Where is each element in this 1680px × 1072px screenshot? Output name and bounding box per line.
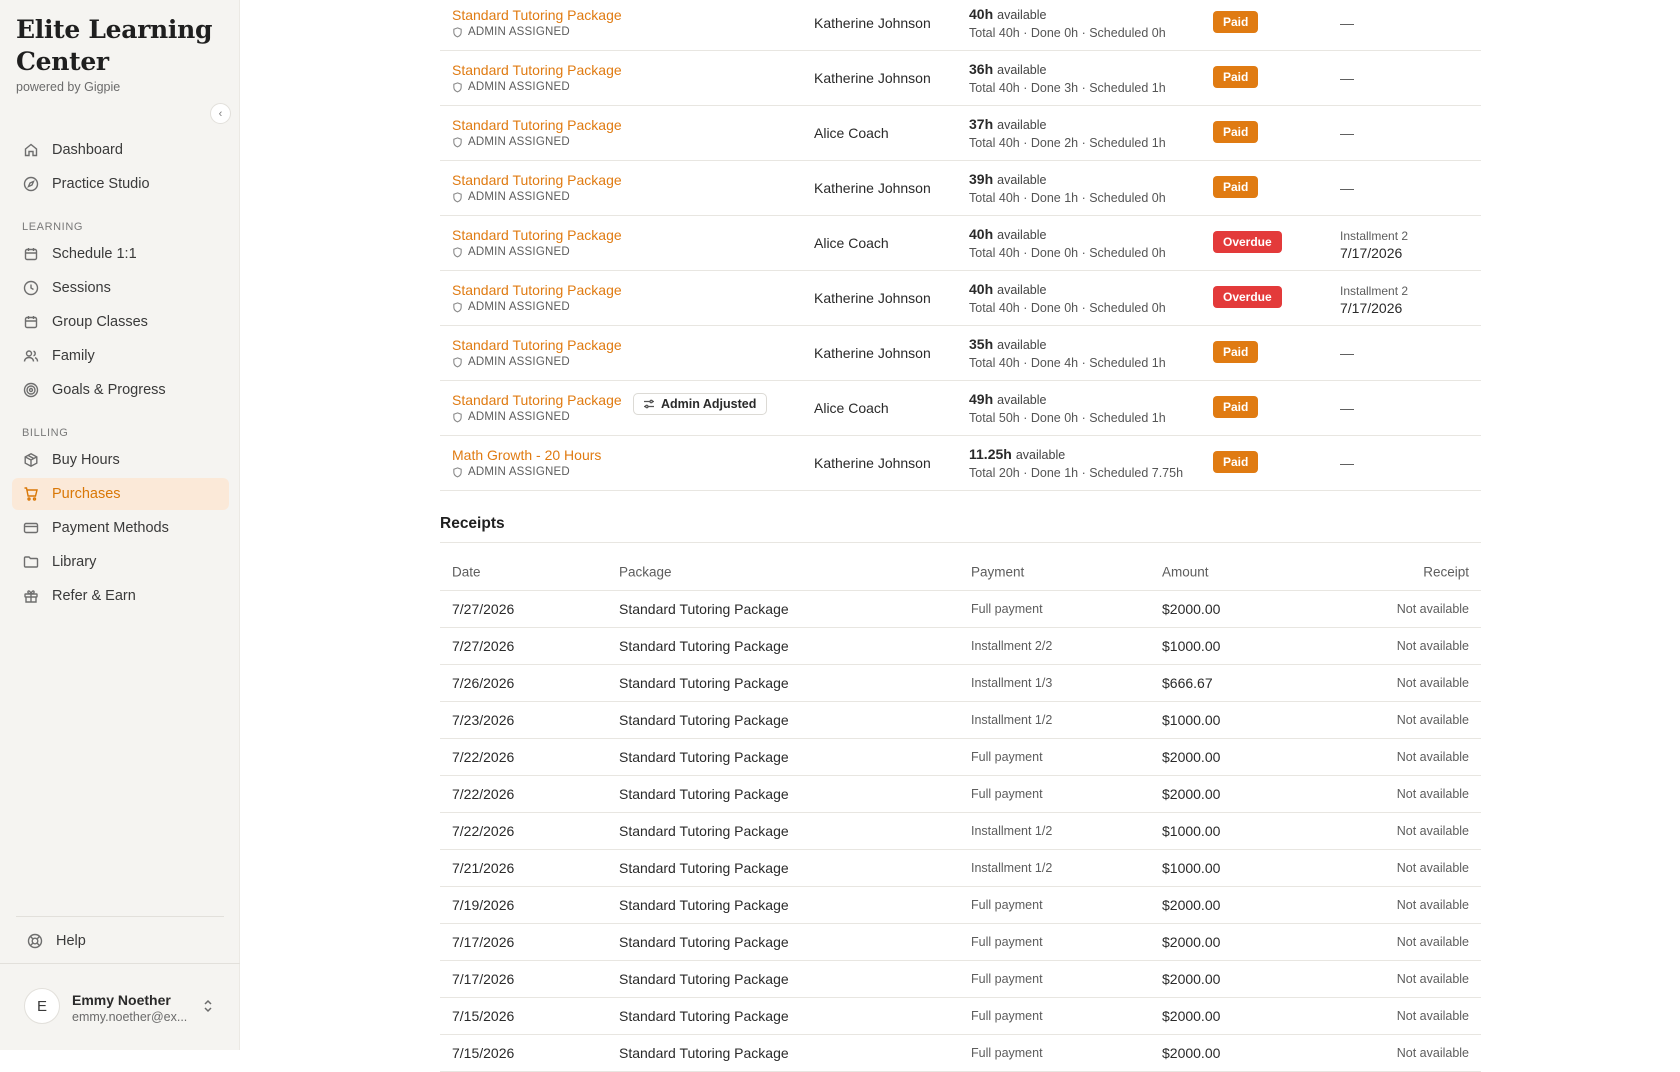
package-row [440,436,1481,491]
coach-name: Katherine Johnson [814,290,931,306]
status-badge: Paid [1213,121,1258,143]
receipt-payment-type: Full payment [971,602,1043,616]
admin-assigned-tag [452,301,570,313]
hours-available-label: available [997,338,1047,352]
shield-icon [452,357,463,368]
sidebar-item-payment-methods[interactable] [12,512,229,544]
status-badge: Overdue [1213,231,1282,253]
admin-assigned-tag [452,411,570,423]
column-header-date: Date [452,564,481,580]
hours-breakdown: Total 40h · Done 4h · Scheduled 1h [969,356,1166,370]
sidebar-item-label: Group Classes [52,314,148,330]
sidebar-item-label: Schedule 1:1 [52,246,137,262]
folder-icon [22,553,40,571]
receipt-package: Standard Tutoring Package [619,971,789,987]
package-name-link[interactable]: Standard Tutoring Package [452,227,622,243]
receipt-package: Standard Tutoring Package [619,712,789,728]
receipt-payment-type: Full payment [971,1009,1043,1023]
cart-icon [22,485,40,503]
coach-name: Alice Coach [814,125,889,141]
calendar-icon [22,245,40,263]
sidebar-item-label: Practice Studio [52,176,150,192]
status-badge: Paid [1213,451,1258,473]
hours-available-label: available [997,393,1047,407]
receipts-table [440,554,1481,1072]
sidebar-item-label: Dashboard [52,142,123,158]
assigned-label: ADMIN ASSIGNED [468,411,570,423]
receipt-row [440,739,1481,776]
sidebar-item-label: Payment Methods [52,520,169,536]
hours-available-value: 35h [969,336,994,352]
receipt-date: 7/22/2026 [452,786,515,802]
assigned-label: ADMIN ASSIGNED [468,466,570,478]
user-email: emmy.noether@ex... [72,1010,188,1024]
chevron-left-icon: ‹ [218,107,223,120]
receipt-date: 7/22/2026 [452,749,515,765]
receipt-status: Not available [1396,602,1469,616]
coach-name: Katherine Johnson [814,70,931,86]
package-name-link[interactable]: Standard Tutoring Package [452,62,622,78]
receipt-package: Standard Tutoring Package [619,749,789,765]
receipt-amount: $2000.00 [1162,934,1221,950]
package-name-link[interactable]: Standard Tutoring Package [452,172,622,188]
brand [16,14,216,94]
status-badge: Paid [1213,11,1258,33]
sidebar-item-label: Library [52,554,97,570]
receipt-row [440,776,1481,813]
package-row [440,161,1481,216]
status-badge: Paid [1213,176,1258,198]
receipt-amount: $2000.00 [1162,1008,1221,1024]
coach-name: Katherine Johnson [814,15,931,31]
home-icon [22,141,40,159]
receipt-status: Not available [1396,861,1469,875]
column-header-amount: Amount [1162,564,1209,580]
receipt-amount: $2000.00 [1162,1045,1221,1061]
receipt-package: Standard Tutoring Package [619,860,789,876]
admin-assigned-tag [452,356,570,368]
collapse-sidebar-button[interactable] [210,103,231,124]
sidebar-item-family[interactable] [12,340,229,372]
receipt-package: Standard Tutoring Package [619,1045,789,1061]
avatar: E [24,988,60,1024]
receipt-payment-type: Full payment [971,1046,1043,1060]
receipt-amount: $1000.00 [1162,823,1221,839]
receipt-date: 7/23/2026 [452,712,515,728]
lifebuoy-icon [26,932,44,950]
hours-available-label: available [997,283,1047,297]
receipt-payment-type: Full payment [971,898,1043,912]
hours-available [969,61,1046,77]
receipt-date: 7/26/2026 [452,675,515,691]
status-badge: Paid [1213,66,1258,88]
receipt-status: Not available [1396,639,1469,653]
receipt-status: Not available [1396,1009,1469,1023]
receipt-status: Not available [1396,676,1469,690]
admin-adjusted-chip [633,393,767,415]
installment-label: Installment 2 [1340,284,1409,298]
gift-icon [22,587,40,605]
installment-empty: — [1340,15,1354,31]
receipt-row [440,887,1481,924]
users-icon [22,347,40,365]
package-name-link[interactable]: Standard Tutoring Package [452,7,622,23]
hours-breakdown: Total 40h · Done 3h · Scheduled 1h [969,81,1166,95]
package-row [440,326,1481,381]
receipt-date: 7/27/2026 [452,601,515,617]
sidebar-item-label: Buy Hours [52,452,120,468]
receipt-row [440,628,1481,665]
installment-due-date: 7/17/2026 [1340,245,1403,261]
sidebar-item-label: Help [56,933,86,949]
chip-label: Admin Adjusted [661,397,757,411]
sidebar-item-label: Family [52,348,95,364]
hours-available-value: 39h [969,171,994,187]
admin-assigned-tag [452,466,570,478]
sliders-icon [643,398,655,410]
admin-assigned-tag [452,246,570,258]
receipt-row [440,998,1481,1035]
shield-icon [452,412,463,423]
hours-available [969,171,1046,187]
receipt-payment-type: Full payment [971,935,1043,949]
sidebar-item-refer-earn[interactable] [12,580,229,612]
hours-available-label: available [997,173,1047,187]
calendar-icon [22,313,40,331]
hours-available [969,281,1046,297]
hours-available [969,6,1046,22]
receipt-status: Not available [1396,750,1469,764]
hours-available [969,446,1065,462]
hours-breakdown: Total 40h · Done 1h · Scheduled 0h [969,191,1166,205]
hours-available-value: 37h [969,116,994,132]
package-name-link[interactable]: Math Growth - 20 Hours [452,447,602,463]
status-badge: Overdue [1213,286,1282,308]
package-name-link[interactable]: Standard Tutoring Package [452,392,622,408]
hours-available [969,391,1046,407]
credit-card-icon [22,519,40,537]
receipt-row [440,961,1481,998]
assigned-label: ADMIN ASSIGNED [468,301,570,313]
receipt-package: Standard Tutoring Package [619,823,789,839]
installment-empty: — [1340,70,1354,86]
package-name-link[interactable]: Standard Tutoring Package [452,117,622,133]
receipt-payment-type: Full payment [971,787,1043,801]
target-icon [22,381,40,399]
hours-available-label: available [997,228,1047,242]
hours-available-value: 40h [969,281,994,297]
nav-section-billing: BILLING [22,427,69,439]
brand-subtitle: powered by Gigpie [16,80,121,94]
receipt-date: 7/17/2026 [452,971,515,987]
hours-available-value: 40h [969,6,994,22]
coach-name: Katherine Johnson [814,345,931,361]
receipt-status: Not available [1396,787,1469,801]
column-header-receipt: Receipt [1423,564,1469,580]
sidebar-item-purchases[interactable] [12,478,229,510]
package-row [440,216,1481,271]
sidebar-divider [16,916,224,917]
package-row [440,0,1481,51]
sidebar-item-practice-studio[interactable] [12,168,229,200]
admin-assigned-tag [452,81,570,93]
installment-empty: — [1340,400,1354,416]
sidebar-item-sessions[interactable] [12,272,229,304]
clock-icon [22,279,40,297]
receipts-title: Receipts [440,515,505,532]
receipt-date: 7/15/2026 [452,1008,515,1024]
hours-available [969,336,1046,352]
shield-icon [452,467,463,478]
receipt-amount: $2000.00 [1162,601,1221,617]
receipt-amount: $666.67 [1162,675,1213,691]
receipt-amount: $2000.00 [1162,897,1221,913]
receipt-row [440,702,1481,739]
nav-section-learning: LEARNING [22,221,84,233]
hours-available-value: 40h [969,226,994,242]
package-icon [22,451,40,469]
admin-assigned-tag [452,191,570,203]
sidebar-item-buy-hours[interactable] [12,444,229,476]
receipt-date: 7/21/2026 [452,860,515,876]
compass-icon [22,175,40,193]
sidebar-item-label: Sessions [52,280,111,296]
receipt-amount: $2000.00 [1162,749,1221,765]
hours-breakdown: Total 40h · Done 0h · Scheduled 0h [969,246,1166,260]
hours-available-label: available [997,63,1047,77]
user-name: Emmy Noether [72,992,171,1008]
shield-icon [452,302,463,313]
hours-breakdown: Total 40h · Done 0h · Scheduled 0h [969,26,1166,40]
hours-available-label: available [1015,448,1066,462]
assigned-label: ADMIN ASSIGNED [468,246,570,258]
status-badge: Paid [1213,341,1258,363]
package-name-link[interactable]: Standard Tutoring Package [452,282,622,298]
installment-empty: — [1340,455,1354,471]
receipt-date: 7/19/2026 [452,897,515,913]
sidebar-item-library[interactable] [12,546,229,578]
receipt-status: Not available [1396,1046,1469,1060]
hours-available-value: 49h [969,391,994,407]
hours-available-label: available [997,8,1047,22]
receipt-payment-type: Installment 1/3 [971,676,1053,690]
assigned-label: ADMIN ASSIGNED [468,356,570,368]
assigned-label: ADMIN ASSIGNED [468,81,570,93]
shield-icon [452,27,463,38]
receipt-package: Standard Tutoring Package [619,897,789,913]
receipt-payment-type: Installment 1/2 [971,713,1053,727]
sidebar-item-group-classes[interactable] [12,306,229,338]
hours-available [969,226,1046,242]
receipts-divider [440,542,1481,543]
sidebar-nav [12,134,229,614]
receipt-payment-type: Full payment [971,750,1043,764]
receipt-package: Standard Tutoring Package [619,1008,789,1024]
brand-title: Elite Learning Center [16,15,213,76]
shield-icon [452,82,463,93]
hours-available-value: 36h [969,61,994,77]
receipt-amount: $2000.00 [1162,786,1221,802]
receipt-payment-type: Installment 2/2 [971,639,1053,653]
hours-breakdown: Total 50h · Done 0h · Scheduled 1h [969,411,1166,425]
receipt-date: 7/27/2026 [452,638,515,654]
installment-due-date: 7/17/2026 [1340,300,1403,316]
status-badge: Paid [1213,396,1258,418]
hours-available [969,116,1046,132]
sidebar-item-label: Refer & Earn [52,588,136,604]
receipt-date: 7/15/2026 [452,1045,515,1061]
sidebar [0,0,240,1050]
receipt-status: Not available [1396,935,1469,949]
receipt-status: Not available [1396,824,1469,838]
receipt-date: 7/22/2026 [452,823,515,839]
receipt-date: 7/17/2026 [452,934,515,950]
installment-empty: — [1340,180,1354,196]
assigned-label: ADMIN ASSIGNED [468,191,570,203]
hours-breakdown: Total 20h · Done 1h · Scheduled 7.75h [969,466,1184,480]
hours-breakdown: Total 40h · Done 0h · Scheduled 0h [969,301,1166,315]
column-header-payment: Payment [971,564,1025,580]
receipt-row [440,665,1481,702]
sidebar-item-label: Goals & Progress [52,382,166,398]
shield-icon [452,137,463,148]
sidebar-item-help[interactable] [16,925,224,957]
installment-empty: — [1340,345,1354,361]
chevrons-up-down-icon[interactable] [200,998,216,1014]
shield-icon [452,247,463,258]
receipt-row [440,850,1481,887]
receipt-amount: $1000.00 [1162,638,1221,654]
user-menu[interactable] [0,963,240,1050]
hours-available-value: 11.25h [969,446,1012,462]
receipt-row [440,591,1481,628]
package-row [440,51,1481,106]
receipt-amount: $1000.00 [1162,712,1221,728]
coach-name: Alice Coach [814,235,889,251]
receipt-package: Standard Tutoring Package [619,786,789,802]
receipts-body [440,591,1481,1072]
receipt-row [440,1035,1481,1072]
column-header-package: Package [619,564,672,580]
receipt-amount: $2000.00 [1162,971,1221,987]
admin-assigned-tag [452,26,570,38]
receipt-payment-type: Installment 1/2 [971,861,1053,875]
receipts-header-row [440,554,1481,591]
receipt-amount: $1000.00 [1162,860,1221,876]
receipt-payment-type: Installment 1/2 [971,824,1053,838]
receipt-package: Standard Tutoring Package [619,934,789,950]
sidebar-item-label: Purchases [52,486,121,502]
sidebar-item-goals-progress[interactable] [12,374,229,406]
receipt-package: Standard Tutoring Package [619,675,789,691]
main-content [240,0,1680,1061]
installment-label: Installment 2 [1340,229,1409,243]
installment-empty: — [1340,125,1354,141]
assigned-label: ADMIN ASSIGNED [468,136,570,148]
admin-assigned-tag [452,136,570,148]
package-row [440,106,1481,161]
receipt-row [440,924,1481,961]
receipt-status: Not available [1396,972,1469,986]
receipt-row [440,813,1481,850]
receipt-status: Not available [1396,898,1469,912]
package-row [440,381,1481,436]
package-row [440,271,1481,326]
coach-name: Katherine Johnson [814,455,931,471]
hours-breakdown: Total 40h · Done 2h · Scheduled 1h [969,136,1166,150]
receipt-package: Standard Tutoring Package [619,601,789,617]
assigned-label: ADMIN ASSIGNED [468,26,570,38]
receipt-status: Not available [1396,713,1469,727]
coach-name: Alice Coach [814,400,889,416]
coach-name: Katherine Johnson [814,180,931,196]
receipt-payment-type: Full payment [971,972,1043,986]
package-name-link[interactable]: Standard Tutoring Package [452,337,622,353]
shield-icon [452,192,463,203]
sidebar-item-schedule-1-1[interactable] [12,238,229,270]
receipt-package: Standard Tutoring Package [619,638,789,654]
hours-available-label: available [997,118,1047,132]
sidebar-item-dashboard[interactable] [12,134,229,166]
packages-table [440,0,1481,491]
